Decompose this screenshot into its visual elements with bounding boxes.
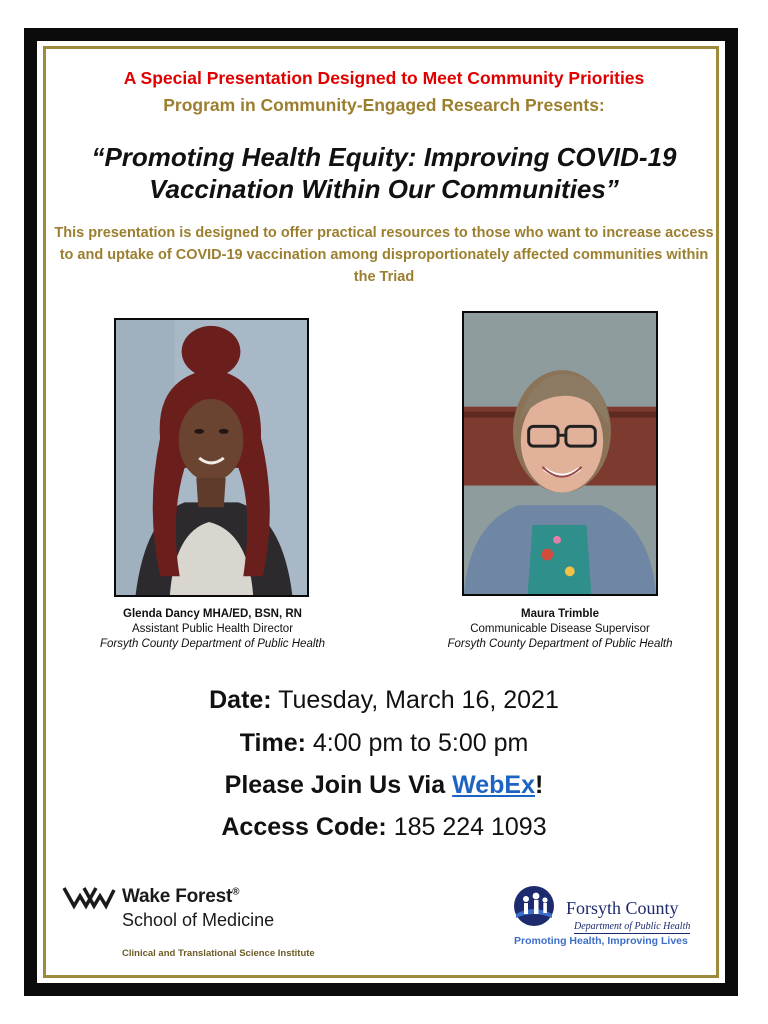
join-prefix: Please Join Us Via	[224, 771, 446, 799]
tagline: A Special Presentation Designed to Meet Community Priorities	[123, 68, 645, 88]
speaker-caption-glenda	[90, 607, 335, 652]
event-time	[0, 729, 768, 758]
speaker-name: Glenda Dancy MHA/ED, BSN, RN	[123, 608, 302, 620]
access-label: Access Code:	[221, 813, 387, 841]
webex-link[interactable]: WebEx	[452, 771, 536, 799]
access-value: 185 224 1093	[393, 813, 547, 841]
ctsi-label: Clinical and Translational Science Institute	[122, 948, 315, 959]
time-value: 4:00 pm to 5:00 pm	[312, 729, 529, 757]
speaker-caption-maura	[440, 607, 680, 652]
event-date	[0, 686, 768, 715]
description: This presentation is designed to offer practical resources to those who want to increase access to and uptake of COVID-19 vaccination among disproportionately affected communities within the Triad	[54, 225, 714, 285]
speaker-org: Forsyth County Department of Public Health	[447, 638, 673, 650]
wake-forest-school: School of Medicine	[122, 910, 275, 930]
date-value: Tuesday, March 16, 2021	[278, 686, 559, 714]
join-suffix: !	[535, 771, 544, 799]
speaker-photo-maura	[462, 311, 658, 596]
speaker-org: Forsyth County Department of Public Health	[100, 638, 325, 650]
time-label: Time:	[239, 729, 306, 757]
forsyth-tagline: Promoting Health, Improving Lives	[514, 935, 688, 947]
date-label: Date:	[209, 686, 272, 714]
join-line	[0, 771, 768, 800]
forsyth-county-logo	[512, 884, 702, 950]
title-line-1: “Promoting Health Equity: Improving COVID-19	[91, 142, 677, 172]
registered-mark: ®	[232, 886, 240, 898]
wake-forest-logo	[62, 880, 332, 980]
wake-forest-name: Wake Forest®	[122, 886, 240, 907]
presenter-line: Program in Community-Engaged Research Presents:	[163, 95, 605, 115]
speaker-photo-glenda	[114, 318, 309, 597]
forsyth-emblem-icon	[512, 884, 560, 930]
forsyth-department: Department of Public Health	[574, 921, 691, 932]
speaker-role: Communicable Disease Supervisor	[470, 623, 650, 635]
speaker-name: Maura Trimble	[521, 608, 599, 620]
wake-forest-mark-icon	[62, 884, 116, 910]
access-code	[0, 813, 768, 842]
forsyth-county-name: Forsyth County	[566, 898, 679, 918]
title-line-2: Vaccination Within Our Communities”	[149, 174, 619, 204]
speaker-role: Assistant Public Health Director	[131, 623, 294, 635]
presentation-title	[0, 141, 768, 205]
